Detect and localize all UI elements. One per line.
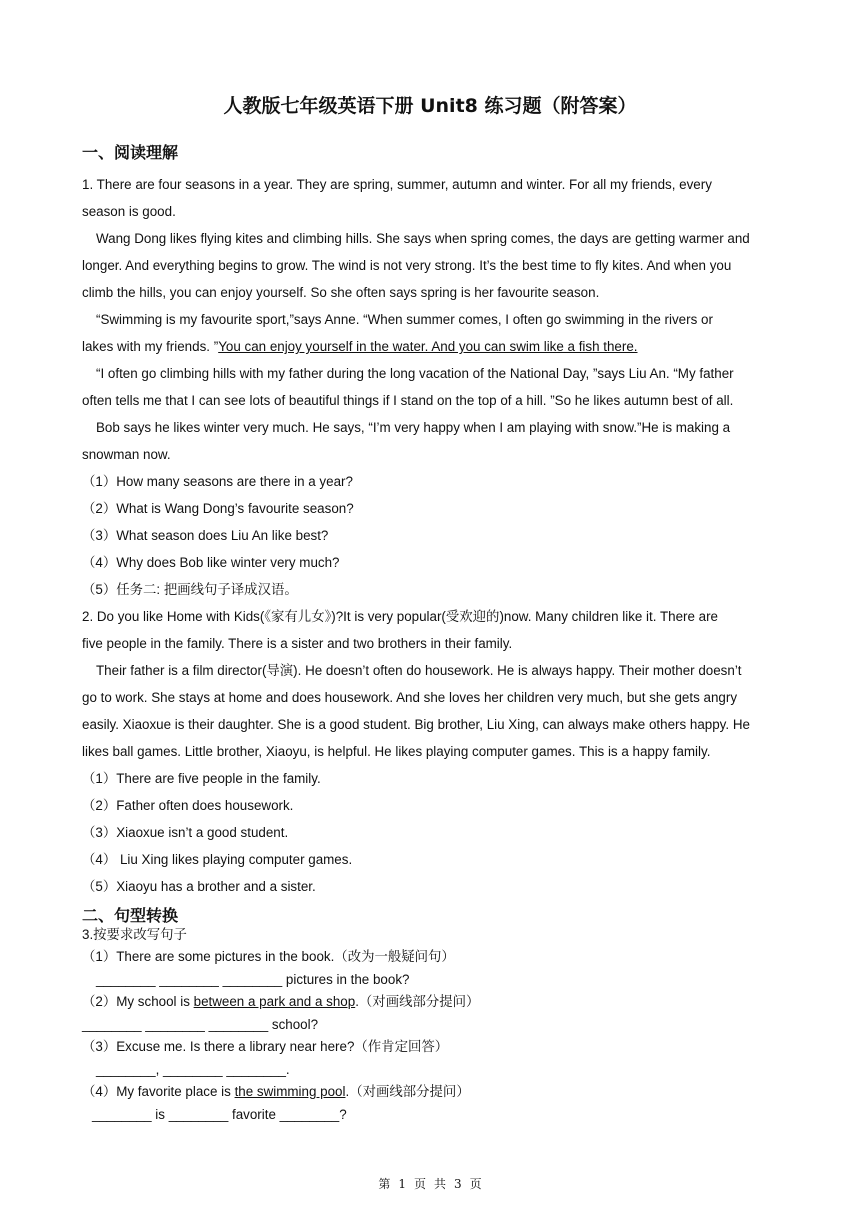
item-text: （2）My school is — [82, 994, 194, 1009]
answer-blank-line: ________ is ________ favorite ________? — [92, 1107, 347, 1122]
passage1-line: 1. There are four seasons in a year. They are spring, summer, autumn and winter. For all my friends, every — [82, 177, 712, 192]
passage1-line: Bob says he likes winter very much. He says, “I’m very happy when I am playing with snow.”He is making a — [96, 420, 731, 435]
exercise-item: （1）There are some pictures in the book.（改为一般疑问句） — [82, 949, 455, 964]
section-heading-reading: 一、阅读理解 — [82, 143, 179, 162]
question: （3）What season does Liu An like best? — [82, 528, 329, 543]
passage2-line: easily. Xiaoxue is their daughter. She is a good student. Big brother, Liu Xing, can always make others happy. He — [82, 717, 750, 732]
passage2-line: Their father is a film director(导演). He doesn’t often do housework. He is always happy. Their mother doesn’t — [96, 663, 742, 678]
answer-blank-line: ________, ________ ________. — [96, 1062, 290, 1077]
page-total: 3 — [454, 1177, 462, 1191]
passage1-line: season is good. — [82, 204, 176, 219]
footer-text: 页 — [469, 1177, 482, 1191]
passage1-line: snowman now. — [82, 447, 171, 462]
footer-text: 第 — [378, 1177, 391, 1191]
passage2-line: 2. Do you like Home with Kids(《家有儿女》)?It is very popular(受欢迎的)now. Many children like it. There are — [82, 609, 719, 624]
passage1-line: often tells me that I can see lots of beautiful things if I stand on the top of a hill. ”So he likes autumn best of all. — [82, 393, 734, 408]
answer-blank-line: ________ ________ ________ school? — [82, 1017, 319, 1032]
footer-text: 页 — [413, 1177, 426, 1191]
statement: （1）There are five people in the family. — [82, 771, 321, 786]
statement: （3）Xiaoxue isn’t a good student. — [82, 825, 289, 840]
passage1-line: Wang Dong likes flying kites and climbing hills. She says when spring comes, the days are getting warmer and — [96, 231, 750, 246]
statement: （4） Liu Xing likes playing computer games. — [82, 852, 353, 867]
passage1-line: “I often go climbing hills with my father during the long vacation of the National Day, ”says Liu An. “My father — [96, 366, 734, 381]
question: （4）Why does Bob like winter very much? — [82, 555, 340, 570]
item-text: .（对画线部分提问） — [345, 1084, 470, 1099]
page-footer — [0, 1175, 860, 1192]
question: （5）任务二: 把画线句子译成汉语。 — [82, 582, 298, 597]
underlined-phrase: the swimming pool — [234, 1084, 346, 1099]
footer-text: 共 — [434, 1177, 447, 1191]
question: （2）What is Wang Dong’s favourite season? — [82, 501, 354, 516]
exercise-item — [82, 1083, 470, 1101]
answer-blank-line: ________ ________ ________ pictures in the book? — [96, 972, 410, 987]
passage1-line: climb the hills, you can enjoy yourself. So she often says spring is her favourite season. — [82, 285, 600, 300]
exercise-item: （3）Excuse me. Is there a library near here?（作肯定回答） — [82, 1039, 449, 1054]
underlined-phrase: between a park and a shop — [193, 994, 356, 1009]
question: （1）How many seasons are there in a year? — [82, 474, 353, 489]
item-text: （4）My favorite place is — [82, 1084, 235, 1099]
passage1-text: lakes with my friends. ” — [82, 339, 219, 354]
page-number: 1 — [398, 1177, 406, 1191]
passage2-line: five people in the family. There is a sister and two brothers in their family. — [82, 636, 513, 651]
exercise-item — [82, 993, 479, 1011]
passage1-line — [82, 338, 638, 356]
passage2-line: go to work. She stays at home and does housework. And she loves her children very much, but she gets angry — [82, 690, 738, 705]
underlined-sentence: You can enjoy yourself in the water. And you can swim like a fish there. — [218, 339, 638, 354]
statement: （2）Father often does housework. — [82, 798, 294, 813]
item-text: .（对画线部分提问） — [355, 994, 480, 1009]
statement: （5）Xiaoyu has a brother and a sister. — [82, 879, 316, 894]
passage1-line: “Swimming is my favourite sport,”says Anne. “When summer comes, I often go swimming in the rivers or — [96, 312, 713, 327]
exercise-intro: 3.按要求改写句子 — [82, 927, 187, 942]
section-heading-sentence: 二、句型转换 — [82, 906, 179, 925]
document-title: 人教版七年级英语下册 Unit8 练习题（附答案） — [223, 95, 637, 117]
passage1-line: longer. And everything begins to grow. The wind is not very strong. It’s the best time to fly kites. And when you — [82, 258, 732, 273]
passage2-line: likes ball games. Little brother, Xiaoyu, is helpful. He likes playing computer games. This is a happy family. — [82, 744, 711, 759]
